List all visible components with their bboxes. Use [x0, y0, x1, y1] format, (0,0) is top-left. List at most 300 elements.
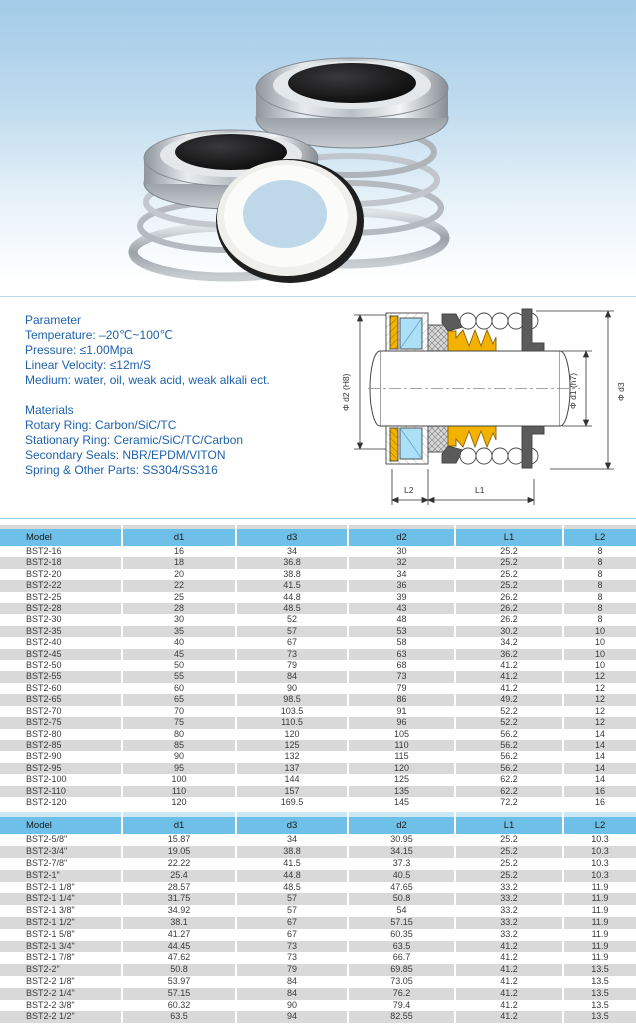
table-cell: 13.5	[563, 1000, 636, 1012]
table-cell: 34	[236, 834, 348, 846]
table-cell: 41.2	[455, 671, 563, 682]
spec-tables	[0, 518, 636, 1023]
table-cell: 13.5	[563, 964, 636, 976]
table-cell: 60	[122, 683, 236, 694]
table-cell: 120	[348, 763, 455, 774]
table-row	[0, 834, 636, 846]
table-cell: 41.2	[455, 988, 563, 1000]
table-cell: 53.97	[122, 976, 236, 988]
table-cell: 10.3	[563, 834, 636, 846]
table-cell: BST2-65	[0, 694, 122, 705]
label-d3: Φ d3	[616, 382, 626, 401]
table-cell: 25.2	[455, 870, 563, 882]
table-cell: 57	[236, 893, 348, 905]
table-cell: 86	[348, 694, 455, 705]
table-cell: 65	[122, 694, 236, 705]
table-cell: 16	[563, 797, 636, 808]
materials-stationary: Stationary Ring: Ceramic/SiC/TC/Carbon	[25, 433, 244, 447]
table-cell: 48	[348, 614, 455, 625]
table-cell: 68	[348, 660, 455, 671]
table-cell: 44.45	[122, 941, 236, 953]
table-cell: 25	[122, 592, 236, 603]
table-cell: 91	[348, 706, 455, 717]
table-cell: BST2-85	[0, 740, 122, 751]
table-cell: 8	[563, 546, 636, 557]
table-cell: 19.05	[122, 846, 236, 858]
cross-section-diagram	[336, 301, 636, 520]
table-cell: 50	[122, 660, 236, 671]
table-cell: BST2-1 3/8"	[26, 905, 75, 916]
table-cell: 8	[563, 603, 636, 614]
table-row	[0, 1011, 636, 1023]
table-cell: 62.2	[455, 786, 563, 797]
column-header: d1	[122, 529, 236, 546]
table-cell: 100	[122, 774, 236, 785]
table-row	[0, 1000, 636, 1012]
table-cell: 79	[236, 660, 348, 671]
table-cell: 57.15	[348, 917, 455, 929]
table-cell: 14	[563, 729, 636, 740]
table-cell: 25.2	[455, 557, 563, 568]
table-row	[0, 964, 636, 976]
table-cell: 31.75	[122, 893, 236, 905]
table-cell: 14	[563, 751, 636, 762]
table-row	[0, 882, 636, 894]
table-cell: 35	[122, 626, 236, 637]
table-cell: BST2-45	[0, 649, 122, 660]
table-row	[0, 717, 636, 728]
table-cell: 82.55	[348, 1011, 455, 1023]
table-row	[0, 941, 636, 953]
table-cell: BST2-7/8"	[26, 857, 68, 868]
materials-title: Materials	[25, 403, 74, 417]
table-cell: 34.92	[122, 905, 236, 917]
table-row	[0, 614, 636, 625]
table-cell: 38.8	[236, 846, 348, 858]
table-cell: 110	[348, 740, 455, 751]
table-cell: 10.3	[563, 870, 636, 882]
shaft	[368, 351, 580, 426]
label-l2: L2	[404, 485, 414, 495]
table-cell: BST2-1 7/8"	[26, 952, 75, 963]
table-cell: 95	[122, 763, 236, 774]
table-cell: 25.2	[455, 858, 563, 870]
metric-table-head	[0, 525, 636, 546]
table-cell: 63	[348, 649, 455, 660]
table-cell: 14	[563, 774, 636, 785]
table-row	[0, 740, 636, 751]
table-cell: 76.2	[348, 988, 455, 1000]
table-cell: 11.9	[563, 882, 636, 894]
table-row	[0, 671, 636, 682]
table-cell: 56.2	[455, 729, 563, 740]
column-header: Model	[0, 529, 122, 546]
column-header: L1	[455, 529, 563, 546]
table-cell: 44.8	[236, 870, 348, 882]
table-cell: 73	[236, 649, 348, 660]
table-cell: 70	[122, 706, 236, 717]
table-cell: 60.32	[122, 1000, 236, 1012]
spec-text-block	[25, 313, 270, 478]
product-photo	[0, 0, 636, 297]
label-d1: Φ d1 (h7)	[568, 372, 578, 409]
table-cell: 55	[122, 671, 236, 682]
table-cell: BST2-35	[0, 626, 122, 637]
table-cell: 125	[236, 740, 348, 751]
table-cell: 12	[563, 694, 636, 705]
table-cell: 125	[348, 774, 455, 785]
table-cell: 69.85	[348, 964, 455, 976]
table-cell: 36	[348, 580, 455, 591]
table-cell: 98.5	[236, 694, 348, 705]
table-cell: 145	[348, 797, 455, 808]
table-cell: 120	[236, 729, 348, 740]
table-cell: 45	[122, 649, 236, 660]
table-cell: 16	[563, 786, 636, 797]
table-cell: 25.2	[455, 580, 563, 591]
table-row	[0, 580, 636, 591]
table-row	[0, 706, 636, 717]
parameter-pressure: Pressure: ≤1.00Mpa	[25, 343, 133, 357]
table-cell: 58	[348, 637, 455, 648]
table-cell: 41.2	[455, 976, 563, 988]
table-row	[0, 846, 636, 858]
table-cell: 67	[236, 929, 348, 941]
table-cell: 18	[122, 557, 236, 568]
table-cell: 8	[563, 614, 636, 625]
table-cell: 137	[236, 763, 348, 774]
metric-size-table	[0, 525, 636, 808]
table-cell: 8	[563, 569, 636, 580]
table-row	[0, 988, 636, 1000]
table-cell: 66.7	[348, 952, 455, 964]
table-cell: 22	[122, 580, 236, 591]
table-cell: 11.9	[563, 905, 636, 917]
inch-size-table	[0, 812, 636, 1023]
table-cell: BST2-1 5/8"	[26, 928, 75, 939]
table-cell: 39	[348, 592, 455, 603]
table-row	[0, 683, 636, 694]
label-l1: L1	[475, 485, 485, 495]
table-cell: 49.2	[455, 694, 563, 705]
table-cell: 26.2	[455, 614, 563, 625]
parameter-title: Parameter	[25, 313, 82, 327]
parameter-velocity: Linear Velocity: ≤12m/S	[25, 358, 151, 372]
table-cell: 14	[563, 763, 636, 774]
table-cell: 48.5	[236, 882, 348, 894]
table-cell: 33.2	[455, 882, 563, 894]
table-cell: 10.3	[563, 858, 636, 870]
table-cell: BST2-1 1/2"	[0, 917, 122, 929]
table-cell: 80	[122, 729, 236, 740]
table-cell: 34	[236, 546, 348, 557]
table-cell: 33.2	[455, 905, 563, 917]
table-cell: 10.3	[563, 846, 636, 858]
table-cell: 73	[236, 941, 348, 953]
table-cell: 41.27	[122, 929, 236, 941]
table-cell: 132	[236, 751, 348, 762]
table-row	[0, 763, 636, 774]
table-cell: 41.2	[455, 683, 563, 694]
spec-section	[0, 297, 636, 518]
table-cell: 8	[563, 592, 636, 603]
table-cell: 157	[236, 786, 348, 797]
column-header: d3	[236, 817, 348, 834]
table-cell: BST2-20	[26, 568, 62, 579]
table-cell: 30	[122, 614, 236, 625]
table-cell: 25.4	[122, 870, 236, 882]
table-cell: 12	[563, 683, 636, 694]
table-cell: BST2-2 1/8"	[26, 975, 75, 986]
metric-table-header-row	[0, 529, 636, 546]
table-cell: 20	[122, 569, 236, 580]
table-cell: 73.05	[348, 976, 455, 988]
table-cell: 10	[563, 649, 636, 660]
table-cell: BST2-22	[0, 580, 122, 591]
materials-rotary: Rotary Ring: Carbon/SiC/TC	[25, 418, 177, 432]
table-cell: 40.5	[348, 870, 455, 882]
table-cell: 135	[348, 786, 455, 797]
table-cell: 60.35	[348, 929, 455, 941]
table-cell: 10	[563, 660, 636, 671]
table-row	[0, 603, 636, 614]
table-cell: 73	[236, 952, 348, 964]
table-cell: 41.5	[236, 580, 348, 591]
table-row	[0, 660, 636, 671]
table-cell: 13.5	[563, 1011, 636, 1023]
table-cell: BST2-1 1/8"	[26, 881, 75, 892]
table-cell: 36.8	[236, 557, 348, 568]
table-cell: 26.2	[455, 592, 563, 603]
table-cell: 12	[563, 671, 636, 682]
metric-table-body	[0, 546, 636, 808]
table-cell: BST2-1 1/4"	[0, 893, 122, 905]
table-row	[0, 870, 636, 882]
table-cell: BST2-1"	[0, 870, 122, 882]
table-cell: 90	[236, 1000, 348, 1012]
table-cell: BST2-50	[26, 660, 62, 671]
column-header: L2	[563, 817, 636, 834]
table-cell: 57.15	[122, 988, 236, 1000]
table-cell: 96	[348, 717, 455, 728]
table-cell: 38.8	[236, 569, 348, 580]
table-cell: 15.87	[122, 834, 236, 846]
table-cell: 11.9	[563, 917, 636, 929]
table-row	[0, 917, 636, 929]
table-cell: 13.5	[563, 988, 636, 1000]
table-row	[0, 729, 636, 740]
table-cell: 72.2	[455, 797, 563, 808]
table-cell: 56.2	[455, 763, 563, 774]
column-header: d2	[348, 817, 455, 834]
seal-components	[386, 309, 544, 351]
table-cell: 13.5	[563, 976, 636, 988]
materials-secondary: Secondary Seals: NBR/EPDM/VITON	[25, 448, 226, 462]
table-cell: 47.65	[348, 882, 455, 894]
table-cell: 120	[122, 797, 236, 808]
column-header: L2	[563, 529, 636, 546]
table-cell: 28.57	[122, 882, 236, 894]
table-cell: 8	[563, 580, 636, 591]
table-cell: 33.2	[455, 917, 563, 929]
table-row	[0, 976, 636, 988]
table-cell: 50.8	[348, 893, 455, 905]
table-cell: BST2-1 3/4"	[0, 941, 122, 953]
table-cell: 67	[236, 917, 348, 929]
table-cell: 34.15	[348, 846, 455, 858]
table-cell: 34.2	[455, 637, 563, 648]
table-row	[0, 649, 636, 660]
table-row	[0, 694, 636, 705]
inch-table-body	[0, 834, 636, 1023]
table-cell: 73	[348, 671, 455, 682]
table-cell: 11.9	[563, 952, 636, 964]
table-row	[0, 546, 636, 557]
table-cell: 25.2	[455, 569, 563, 580]
table-cell: 10	[563, 637, 636, 648]
table-cell: 26.2	[455, 603, 563, 614]
table-cell: 8	[563, 557, 636, 568]
column-header: d2	[348, 529, 455, 546]
column-header: Model	[0, 817, 122, 834]
label-d2: Φ d2 (H8)	[341, 373, 351, 411]
table-cell: 25.2	[455, 834, 563, 846]
stationary-ring	[216, 159, 364, 283]
table-cell: 56.2	[455, 751, 563, 762]
table-cell: BST2-28	[0, 603, 122, 614]
table-cell: 90	[236, 683, 348, 694]
table-row	[0, 637, 636, 648]
table-cell: 84	[236, 671, 348, 682]
table-cell: 32	[348, 557, 455, 568]
table-row	[0, 952, 636, 964]
table-cell: 79	[236, 964, 348, 976]
table-cell: 41.2	[455, 952, 563, 964]
table-cell: 34	[348, 569, 455, 580]
table-cell: 85	[122, 740, 236, 751]
materials-spring: Spring & Other Parts: SS304/SS316	[25, 463, 218, 477]
table-cell: BST2-3/4"	[0, 846, 122, 858]
table-cell: 57	[236, 626, 348, 637]
table-cell: 41.2	[455, 941, 563, 953]
table-cell: BST2-120	[26, 796, 67, 807]
table-cell: BST2-95	[0, 763, 122, 774]
table-cell: 56.2	[455, 740, 563, 751]
table-row	[0, 569, 636, 580]
table-cell: 37.3	[348, 858, 455, 870]
parameter-medium: Medium: water, oil, weak acid, weak alkali ect.	[25, 373, 270, 387]
table-cell: 12	[563, 706, 636, 717]
table-cell: 48.5	[236, 603, 348, 614]
table-row	[0, 905, 636, 917]
table-cell: 54	[348, 905, 455, 917]
table-cell: 10	[563, 626, 636, 637]
table-cell: BST2-110	[0, 786, 122, 797]
inch-table-head	[0, 812, 636, 834]
table-cell: 94	[236, 1011, 348, 1023]
table-cell: BST2-30	[26, 614, 62, 625]
table-cell: BST2-40	[26, 637, 62, 648]
table-cell: 44.8	[236, 592, 348, 603]
column-header: L1	[455, 817, 563, 834]
table-cell: 63.5	[122, 1011, 236, 1023]
column-header: d3	[236, 529, 348, 546]
table-cell: 53	[348, 626, 455, 637]
table-cell: 33.2	[455, 929, 563, 941]
table-cell: 16	[122, 546, 236, 557]
table-cell: 110	[122, 786, 236, 797]
table-cell: 57	[236, 905, 348, 917]
table-cell: BST2-100	[26, 774, 67, 785]
table-row	[0, 786, 636, 797]
table-cell: 110.5	[236, 717, 348, 728]
table-cell: BST2-75	[0, 717, 122, 728]
table-row	[0, 797, 636, 808]
table-cell: 40	[122, 637, 236, 648]
table-cell: BST2-16	[26, 546, 62, 556]
table-cell: 11.9	[563, 929, 636, 941]
table-cell: 25.2	[455, 846, 563, 858]
table-row	[0, 774, 636, 785]
table-cell: 50.8	[122, 964, 236, 976]
table-cell: 22.22	[122, 858, 236, 870]
table-cell: BST2-60	[26, 682, 62, 693]
table-cell: 84	[236, 988, 348, 1000]
table-row	[0, 929, 636, 941]
parameter-temperature: Temperature: –20℃~100℃	[25, 328, 174, 342]
table-cell: 79.4	[348, 1000, 455, 1012]
table-cell: 47.62	[122, 952, 236, 964]
table-cell: 41.2	[455, 660, 563, 671]
table-cell: BST2-18	[0, 557, 122, 568]
table-cell: BST2-5/8"	[26, 834, 68, 845]
table-cell: BST2-80	[26, 728, 62, 739]
table-cell: 41.2	[455, 964, 563, 976]
table-cell: 169.5	[236, 797, 348, 808]
table-row	[0, 592, 636, 603]
table-cell: 30	[348, 546, 455, 557]
table-cell: 67	[236, 637, 348, 648]
table-cell: BST2-70	[26, 705, 62, 716]
table-cell: 41.2	[455, 1011, 563, 1023]
table-cell: 79	[348, 683, 455, 694]
table-cell: 33.2	[455, 893, 563, 905]
table-row	[0, 893, 636, 905]
table-cell: 103.5	[236, 706, 348, 717]
table-cell: 52	[236, 614, 348, 625]
table-cell: 38.1	[122, 917, 236, 929]
table-cell: 84	[236, 976, 348, 988]
table-cell: 115	[348, 751, 455, 762]
table-cell: 12	[563, 717, 636, 728]
table-cell: 52.2	[455, 717, 563, 728]
table-cell: 11.9	[563, 941, 636, 953]
table-cell: BST2-2"	[0, 964, 122, 976]
table-cell: 75	[122, 717, 236, 728]
table-cell: 105	[348, 729, 455, 740]
table-cell: BST2-2 3/8"	[26, 999, 75, 1010]
table-cell: 11.9	[563, 893, 636, 905]
table-cell: 25.2	[455, 546, 563, 557]
table-cell: 63.5	[348, 941, 455, 953]
table-cell: 36.2	[455, 649, 563, 660]
table-cell: BST2-2 1/4"	[0, 988, 122, 1000]
table-cell: BST2-2 1/2"	[0, 1011, 122, 1023]
table-cell: 28	[122, 603, 236, 614]
table-cell: 30.95	[348, 834, 455, 846]
table-cell: BST2-55	[0, 671, 122, 682]
column-header: d1	[122, 817, 236, 834]
